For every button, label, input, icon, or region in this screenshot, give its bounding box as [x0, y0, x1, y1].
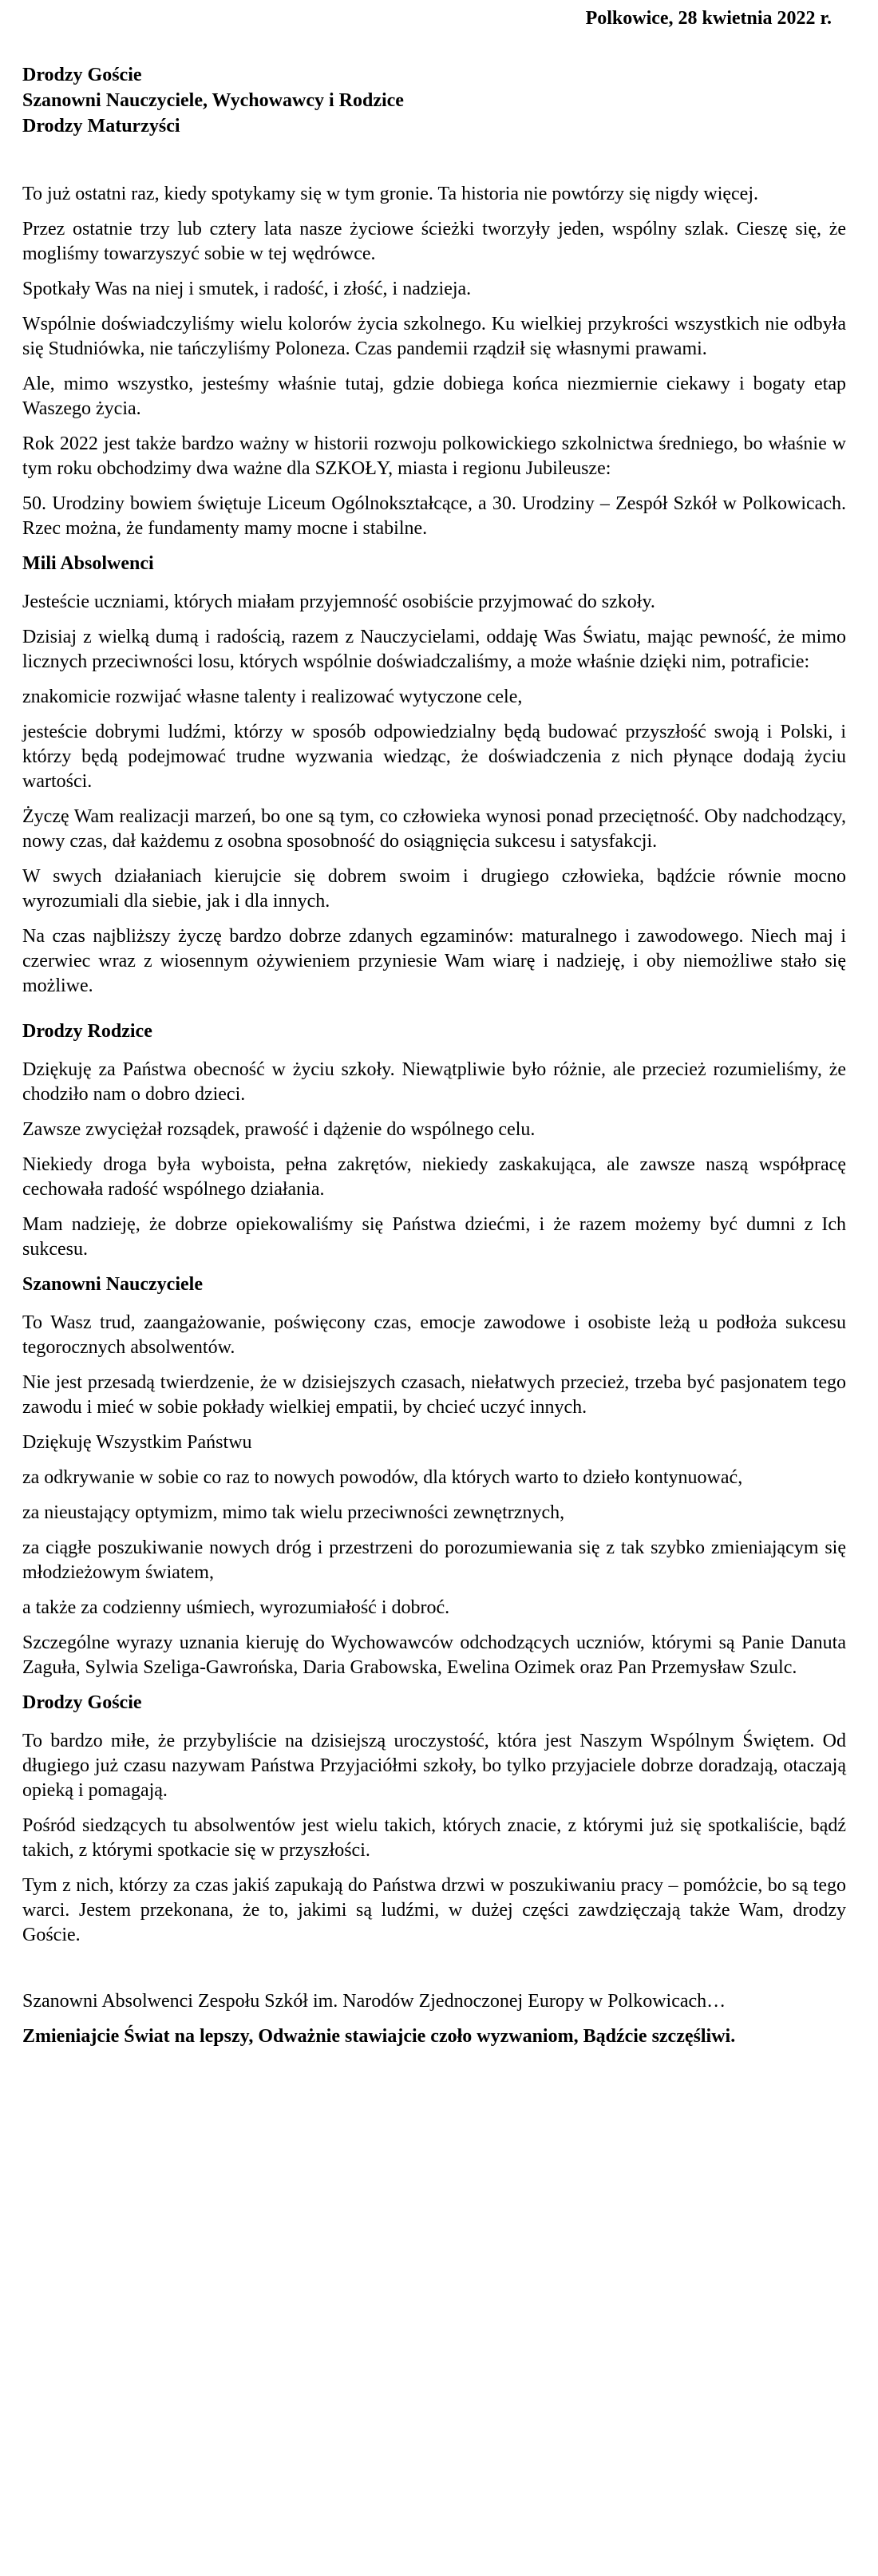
- salutation-line: Drodzy Maturzyści: [22, 116, 180, 137]
- paragraph: Tym z nich, którzy za czas jakiś zapukają do Państwa drzwi w poszukiwaniu pracy – pomóżcie, bo są tego warci. Jestem przekonana, że to, jakimi są ludźmi, w dużej części zawdzięczają także Wam, drodzy Goście.: [22, 1875, 846, 1945]
- paragraph: Rok 2022 jest także bardzo ważny w historii rozwoju polkowickiego szkolnictwa średniego, bo właśnie w tym roku obchodzimy dwa ważne dla SZKOŁY, miasta i regionu Jubileusze:: [22, 433, 846, 479]
- paragraph: Spotkały Was na niej i smutek, i radość, i złość, i nadzieja.: [22, 279, 472, 299]
- paragraph: Ale, mimo wszystko, jesteśmy właśnie tutaj, gdzie dobiega końca niezmiernie ciekawy i bogaty etap Waszego życia.: [22, 374, 846, 419]
- section-heading-goscie: Drodzy Goście: [22, 1692, 142, 1713]
- paragraph: Nie jest przesadą twierdzenie, że w dzisiejszych czasach, niełatwych przecież, trzeba być pasjonatem tego zawodu i mieć w sobie pokłady wielkiej empatii, by chcieć uczyć innych.: [22, 1372, 846, 1418]
- paragraph: Niekiedy droga była wyboista, pełna zakrętów, niekiedy zaskakująca, ale zawsze naszą współpracę cechowała radość wspólnego działania.: [22, 1154, 846, 1200]
- paragraph: To Wasz trud, zaangażowanie, poświęcony czas, emocje zawodowe i osobiste leżą u podłoża sukcesu tegorocznych absolwentów.: [22, 1312, 846, 1358]
- paragraph: jesteście dobrymi ludźmi, którzy w sposób odpowiedzialny będą budować przyszłość swoją i Polski, i którzy będą podejmować trudne wyzwania wiedząc, że doświadczenia z nich płynące dodają życiu wartości.: [22, 722, 846, 792]
- paragraph: za ciągłe poszukiwanie nowych dróg i przestrzeni do porozumiewania się z tak szybko zmieniającym się młodzieżowym światem,: [22, 1537, 846, 1583]
- paragraph: Pośród siedzących tu absolwentów jest wielu takich, których znacie, z którymi już się spotkaliście, bądź takich, z którymi spotkacie się w przyszłości.: [22, 1815, 846, 1861]
- paragraph: a także za codzienny uśmiech, wyrozumiałość i dobroć.: [22, 1597, 450, 1618]
- paragraph: Dzisiaj z wielką dumą i radością, razem z Nauczycielami, oddaję Was Światu, mając pewność, że mimo licznych przeciwności losu, których wspólnie doświadczaliśmy, a może właśnie dzięki nim, potraficie:: [22, 627, 846, 672]
- salutation-block: [22, 62, 404, 139]
- salutation-line: Szanowni Nauczyciele, Wychowawcy i Rodzice: [22, 90, 404, 111]
- paragraph: Wspólnie doświadczyliśmy wielu kolorów życia szkolnego. Ku wielkiej przykrości wszystkich nie odbyła się Studniówka, nie tańczyliśmy Poloneza. Czas pandemii rządził się własnymi prawami.: [22, 314, 846, 359]
- paragraph: 50. Urodziny bowiem świętuje Liceum Ogólnokształcące, a 30. Urodziny – Zespół Szkół w Polkowicach. Rzec można, że fundamenty mamy mocne i stabilne.: [22, 493, 846, 539]
- paragraph: Przez ostatnie trzy lub cztery lata nasze życiowe ścieżki tworzyły jeden, wspólny szlak. Cieszę się, że mogliśmy towarzyszyć sobie w tej wędrówce.: [22, 219, 846, 264]
- paragraph: Zawsze zwyciężał rozsądek, prawość i dążenie do wspólnego celu.: [22, 1119, 536, 1140]
- paragraph: Dziękuję za Państwa obecność w życiu szkoły. Niewątpliwie było różnie, ale przecież rozumieliśmy, że chodziło nam o dobro dzieci.: [22, 1059, 846, 1105]
- paragraph: W swych działaniach kierujcie się dobrem swoim i drugiego człowieka, bądźcie równie mocno wyrozumiali dla siebie, jak i dla innych.: [22, 866, 846, 912]
- paragraph: za odkrywanie w sobie co raz to nowych powodów, dla których warto to dzieło kontynuować,: [22, 1467, 743, 1488]
- closing-wishes: Zmieniajcie Świat na lepszy, Odważnie stawiajcie czoło wyzwaniom, Bądźcie szczęśliwi.: [22, 2026, 736, 2047]
- paragraph: Życzę Wam realizacji marzeń, bo one są tym, co człowieka wynosi ponad przeciętność. Oby nadchodzący, nowy czas, dał każdemu z osobna sposobność do osiągnięcia sukcesu i satysfakcji.: [22, 806, 846, 852]
- closing-address: Szanowni Absolwenci Zespołu Szkół im. Narodów Zjednoczonej Europy w Polkowicach…: [22, 1991, 726, 2012]
- paragraph: To już ostatni raz, kiedy spotykamy się w tym gronie. Ta historia nie powtórzy się nigdy więcej.: [22, 184, 758, 204]
- paragraph: Szczególne wyrazy uznania kieruję do Wychowawców odchodzących uczniów, którymi są Panie Danuta Zaguła, Sylwia Szeliga-Gawrońska, Daria Grabowska, Ewelina Ozimek oraz Pan Przemysław Szulc.: [22, 1632, 846, 1678]
- paragraph: znakomicie rozwijać własne talenty i realizować wytyczone cele,: [22, 687, 523, 707]
- paragraph: Mam nadzieję, że dobrze opiekowaliśmy się Państwa dziećmi, i że razem możemy być dumni z Ich sukcesu.: [22, 1214, 846, 1260]
- paragraph: To bardzo miłe, że przybyliście na dzisiejszą uroczystość, która jest Naszym Wspólnym Świętem. Od długiego już czasu nazywam Państwa Przyjaciółmi szkoły, bo tylko przyjaciele dobrze doradzają, otaczają opieką i pomagają.: [22, 1731, 846, 1801]
- section-heading-nauczyciele: Szanowni Nauczyciele: [22, 1274, 203, 1295]
- paragraph: Dziękuję Wszystkim Państwu: [22, 1432, 252, 1453]
- salutation-line: Drodzy Goście: [22, 65, 142, 85]
- section-heading-rodzice: Drodzy Rodzice: [22, 1021, 152, 1042]
- paragraph: Na czas najbliższy życzę bardzo dobrze zdanych egzaminów: maturalnego i zawodowego. Niech maj i czerwiec wraz z wiosennym ożywieniem przyniesie Wam wiarę i nadzieję, i oby niemożliwe stało się możliwe.: [22, 926, 846, 996]
- paragraph: Jesteście uczniami, których miałam przyjemność osobiście przyjmować do szkoły.: [22, 592, 655, 612]
- letter-body: [22, 182, 846, 2060]
- paragraph: za nieustający optymizm, mimo tak wielu przeciwności zewnętrznych,: [22, 1502, 565, 1523]
- letter-date: Polkowice, 28 kwietnia 2022 r.: [585, 8, 832, 29]
- section-heading-absolwenci: Mili Absolwenci: [22, 553, 154, 574]
